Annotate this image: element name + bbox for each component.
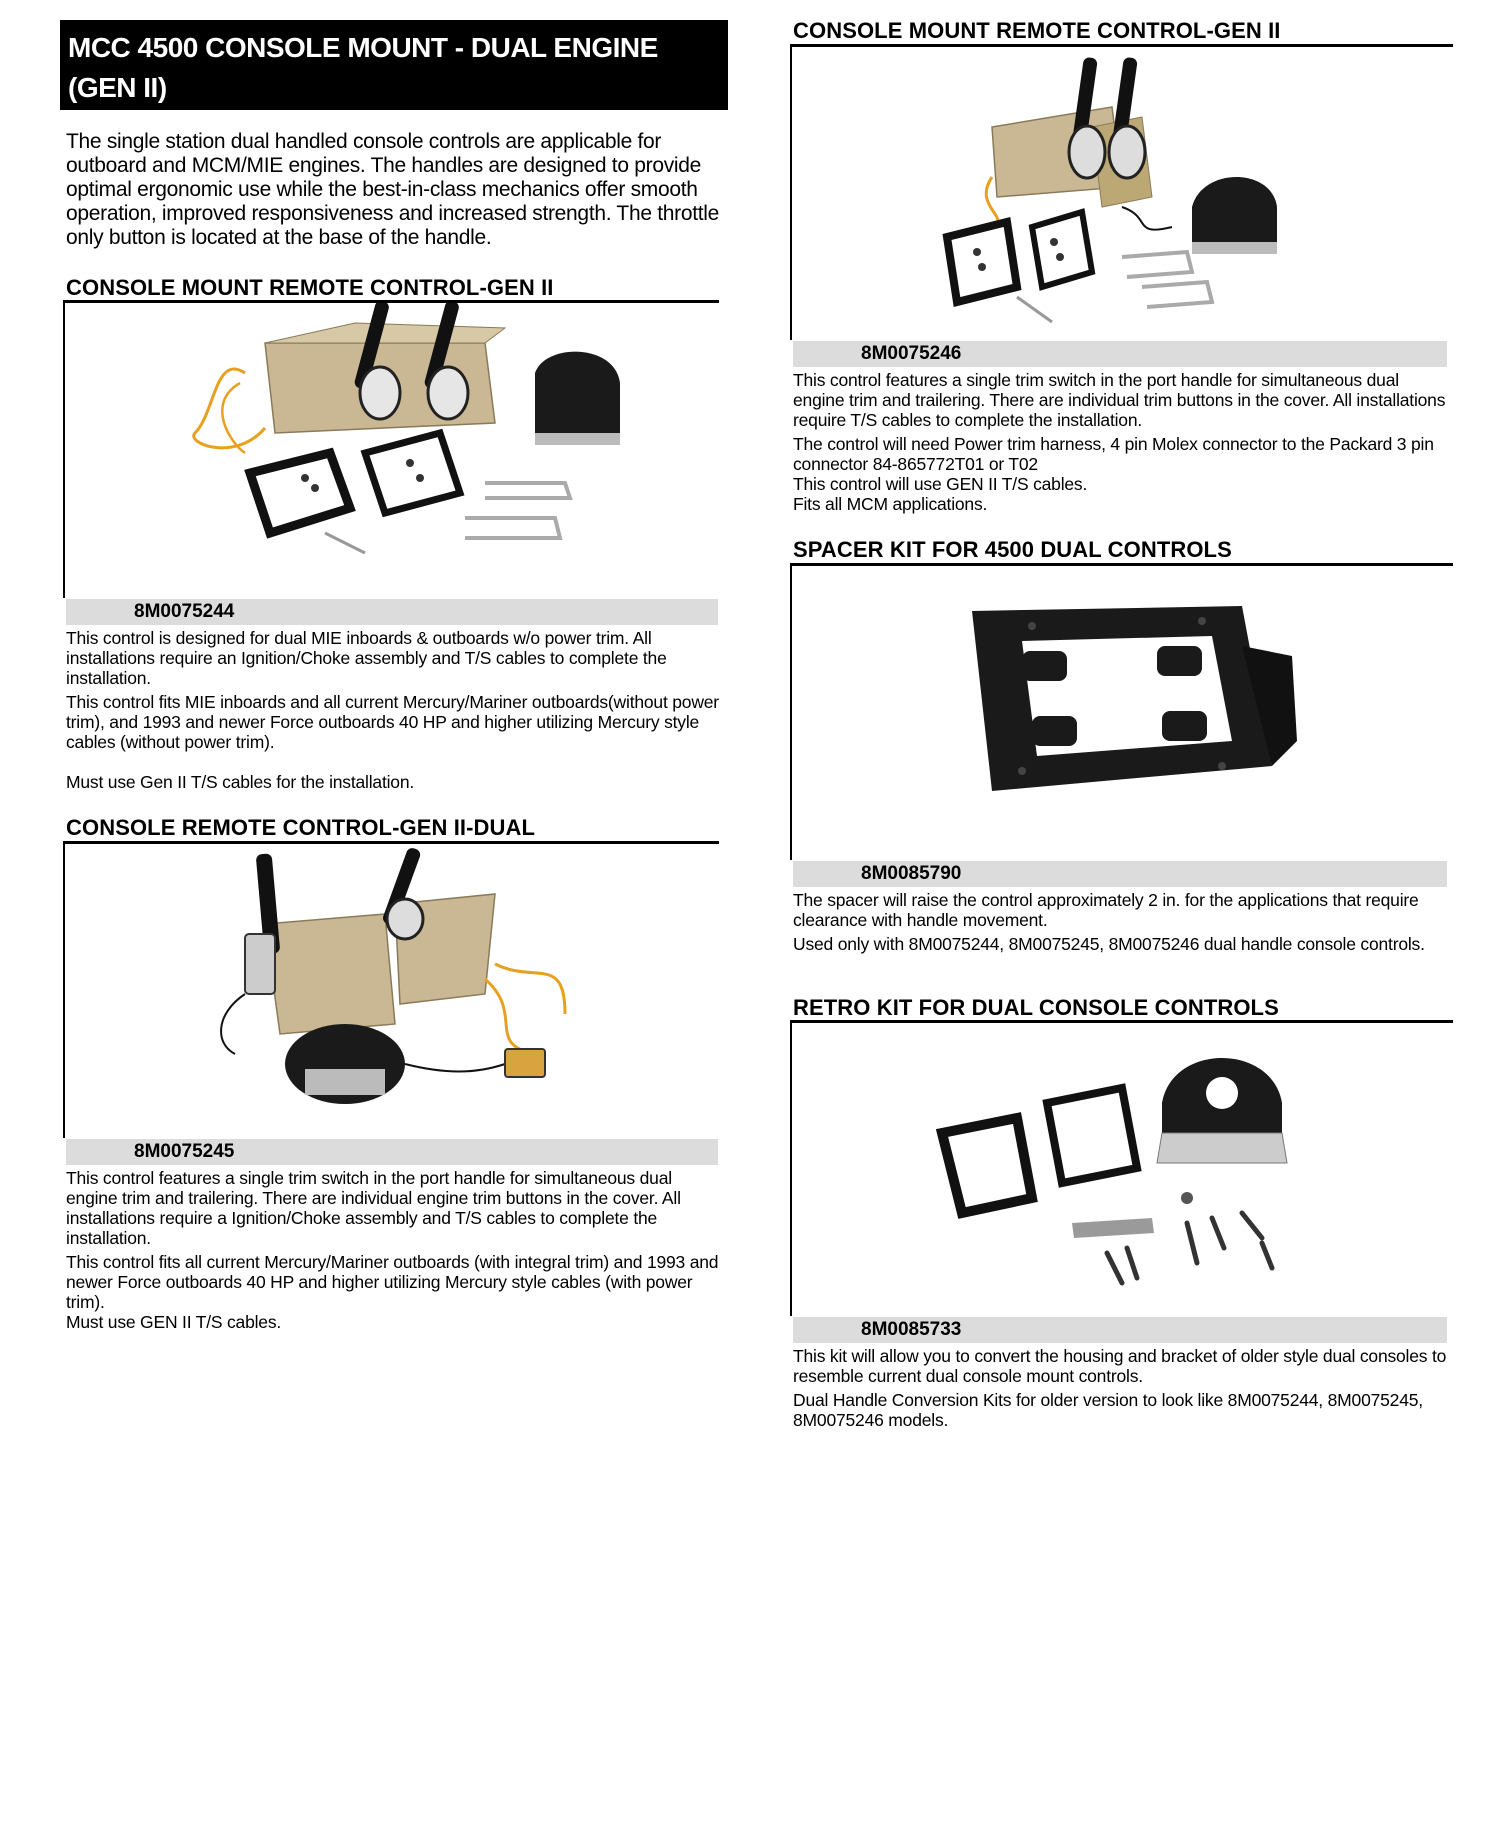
desc-paragraph: This control fits all current Mercury/Mariner outboards (with integral trim) and 1993 and newer Force outboards 40 HP and higher utilizing Mercury style cables (with power trim). xyxy=(66,1252,719,1312)
desc-paragraph: Dual Handle Conversion Kits for older version to look like 8M0075244, 8M0075245, 8M0075246 models. xyxy=(793,1390,1423,1430)
desc-paragraph: Used only with 8M0075244, 8M0075245, 8M0075246 dual handle console controls. xyxy=(793,934,1425,954)
description-8M0085790 xyxy=(793,890,1453,958)
desc-paragraph: This control features a single trim switch in the port handle for simultaneous dual engine trim and trailering. There are individual trim buttons in the cover. All installations require T/S cables to complete the installation. xyxy=(793,370,1446,430)
part-number-8M0085790: 8M0085790 xyxy=(793,861,1447,887)
section-title-spacer-kit: SPACER KIT FOR 4500 DUAL CONTROLS xyxy=(793,537,1232,562)
section-title-console-mount: CONSOLE MOUNT REMOTE CONTROL-GEN II xyxy=(66,275,554,300)
part-number-8M0075245: 8M0075245 xyxy=(66,1139,718,1165)
desc-paragraph: This control will use GEN II T/S cables. xyxy=(793,474,1088,494)
product-image-8M0075245 xyxy=(63,841,719,1138)
section-title-console-remote-dual: CONSOLE REMOTE CONTROL-GEN II-DUAL xyxy=(66,815,536,840)
section-title-retro-kit: RETRO KIT FOR DUAL CONSOLE CONTROLS xyxy=(793,995,1279,1020)
desc-paragraph: This kit will allow you to convert the housing and bracket of older style dual consoles to resemble current dual console mount controls. xyxy=(793,1346,1447,1386)
desc-paragraph: This control features a single trim switch in the port handle for simultaneous dual engine trim and trailering. There are individual engine trim buttons in the cover. All installations require a Ignition/Choke assembly and T/S cables to complete the installation. xyxy=(66,1168,681,1248)
desc-paragraph: This control is designed for dual MIE inboards & outboards w/o power trim. All installations require an Ignition/Choke assembly and T/S cables to complete the installation. xyxy=(66,628,667,688)
intro-paragraph: The single station dual handled console controls are applicable for outboard and MCM/MIE engines. The handles are designed to provide optimal ergonomic use while the best-in-class mechanics offer smooth operation, improved responsiveness and increased strength. The throttle only button is located at the base of the handle. xyxy=(66,130,720,249)
product-image-8M0085790 xyxy=(790,563,1453,860)
product-image-8M0075244 xyxy=(63,300,719,598)
part-number-8M0075244: 8M0075244 xyxy=(66,599,718,625)
description-8M0075244 xyxy=(66,628,722,796)
desc-paragraph: The control will need Power trim harness, 4 pin Molex connector to the Packard 3 pin connector 84-865772T01 or T02 xyxy=(793,434,1434,474)
description-8M0075246 xyxy=(793,370,1453,518)
part-number-8M0085733: 8M0085733 xyxy=(793,1317,1447,1343)
desc-paragraph: Must use Gen II T/S cables for the installation. xyxy=(66,772,415,792)
part-number-8M0075246: 8M0075246 xyxy=(793,341,1447,367)
section-title-console-mount-right: CONSOLE MOUNT REMOTE CONTROL-GEN II xyxy=(793,18,1281,43)
desc-paragraph: Must use GEN II T/S cables. xyxy=(66,1312,282,1332)
description-8M0075245 xyxy=(66,1168,726,1336)
desc-paragraph: The spacer will raise the control approximately 2 in. for the applications that require clearance with handle movement. xyxy=(793,890,1419,930)
page-title-banner: MCC 4500 CONSOLE MOUNT - DUAL ENGINE (GEN II) xyxy=(60,20,728,110)
desc-paragraph: This control fits MIE inboards and all current Mercury/Mariner outboards(without power trim), and 1993 and newer Force outboards 40 HP and higher utilizing Mercury style cables (without power trim). xyxy=(66,692,719,752)
description-8M0085733 xyxy=(793,1346,1453,1434)
product-image-8M0075246 xyxy=(790,44,1453,340)
desc-paragraph: Fits all MCM applications. xyxy=(793,494,988,514)
product-image-8M0085733 xyxy=(790,1020,1453,1316)
